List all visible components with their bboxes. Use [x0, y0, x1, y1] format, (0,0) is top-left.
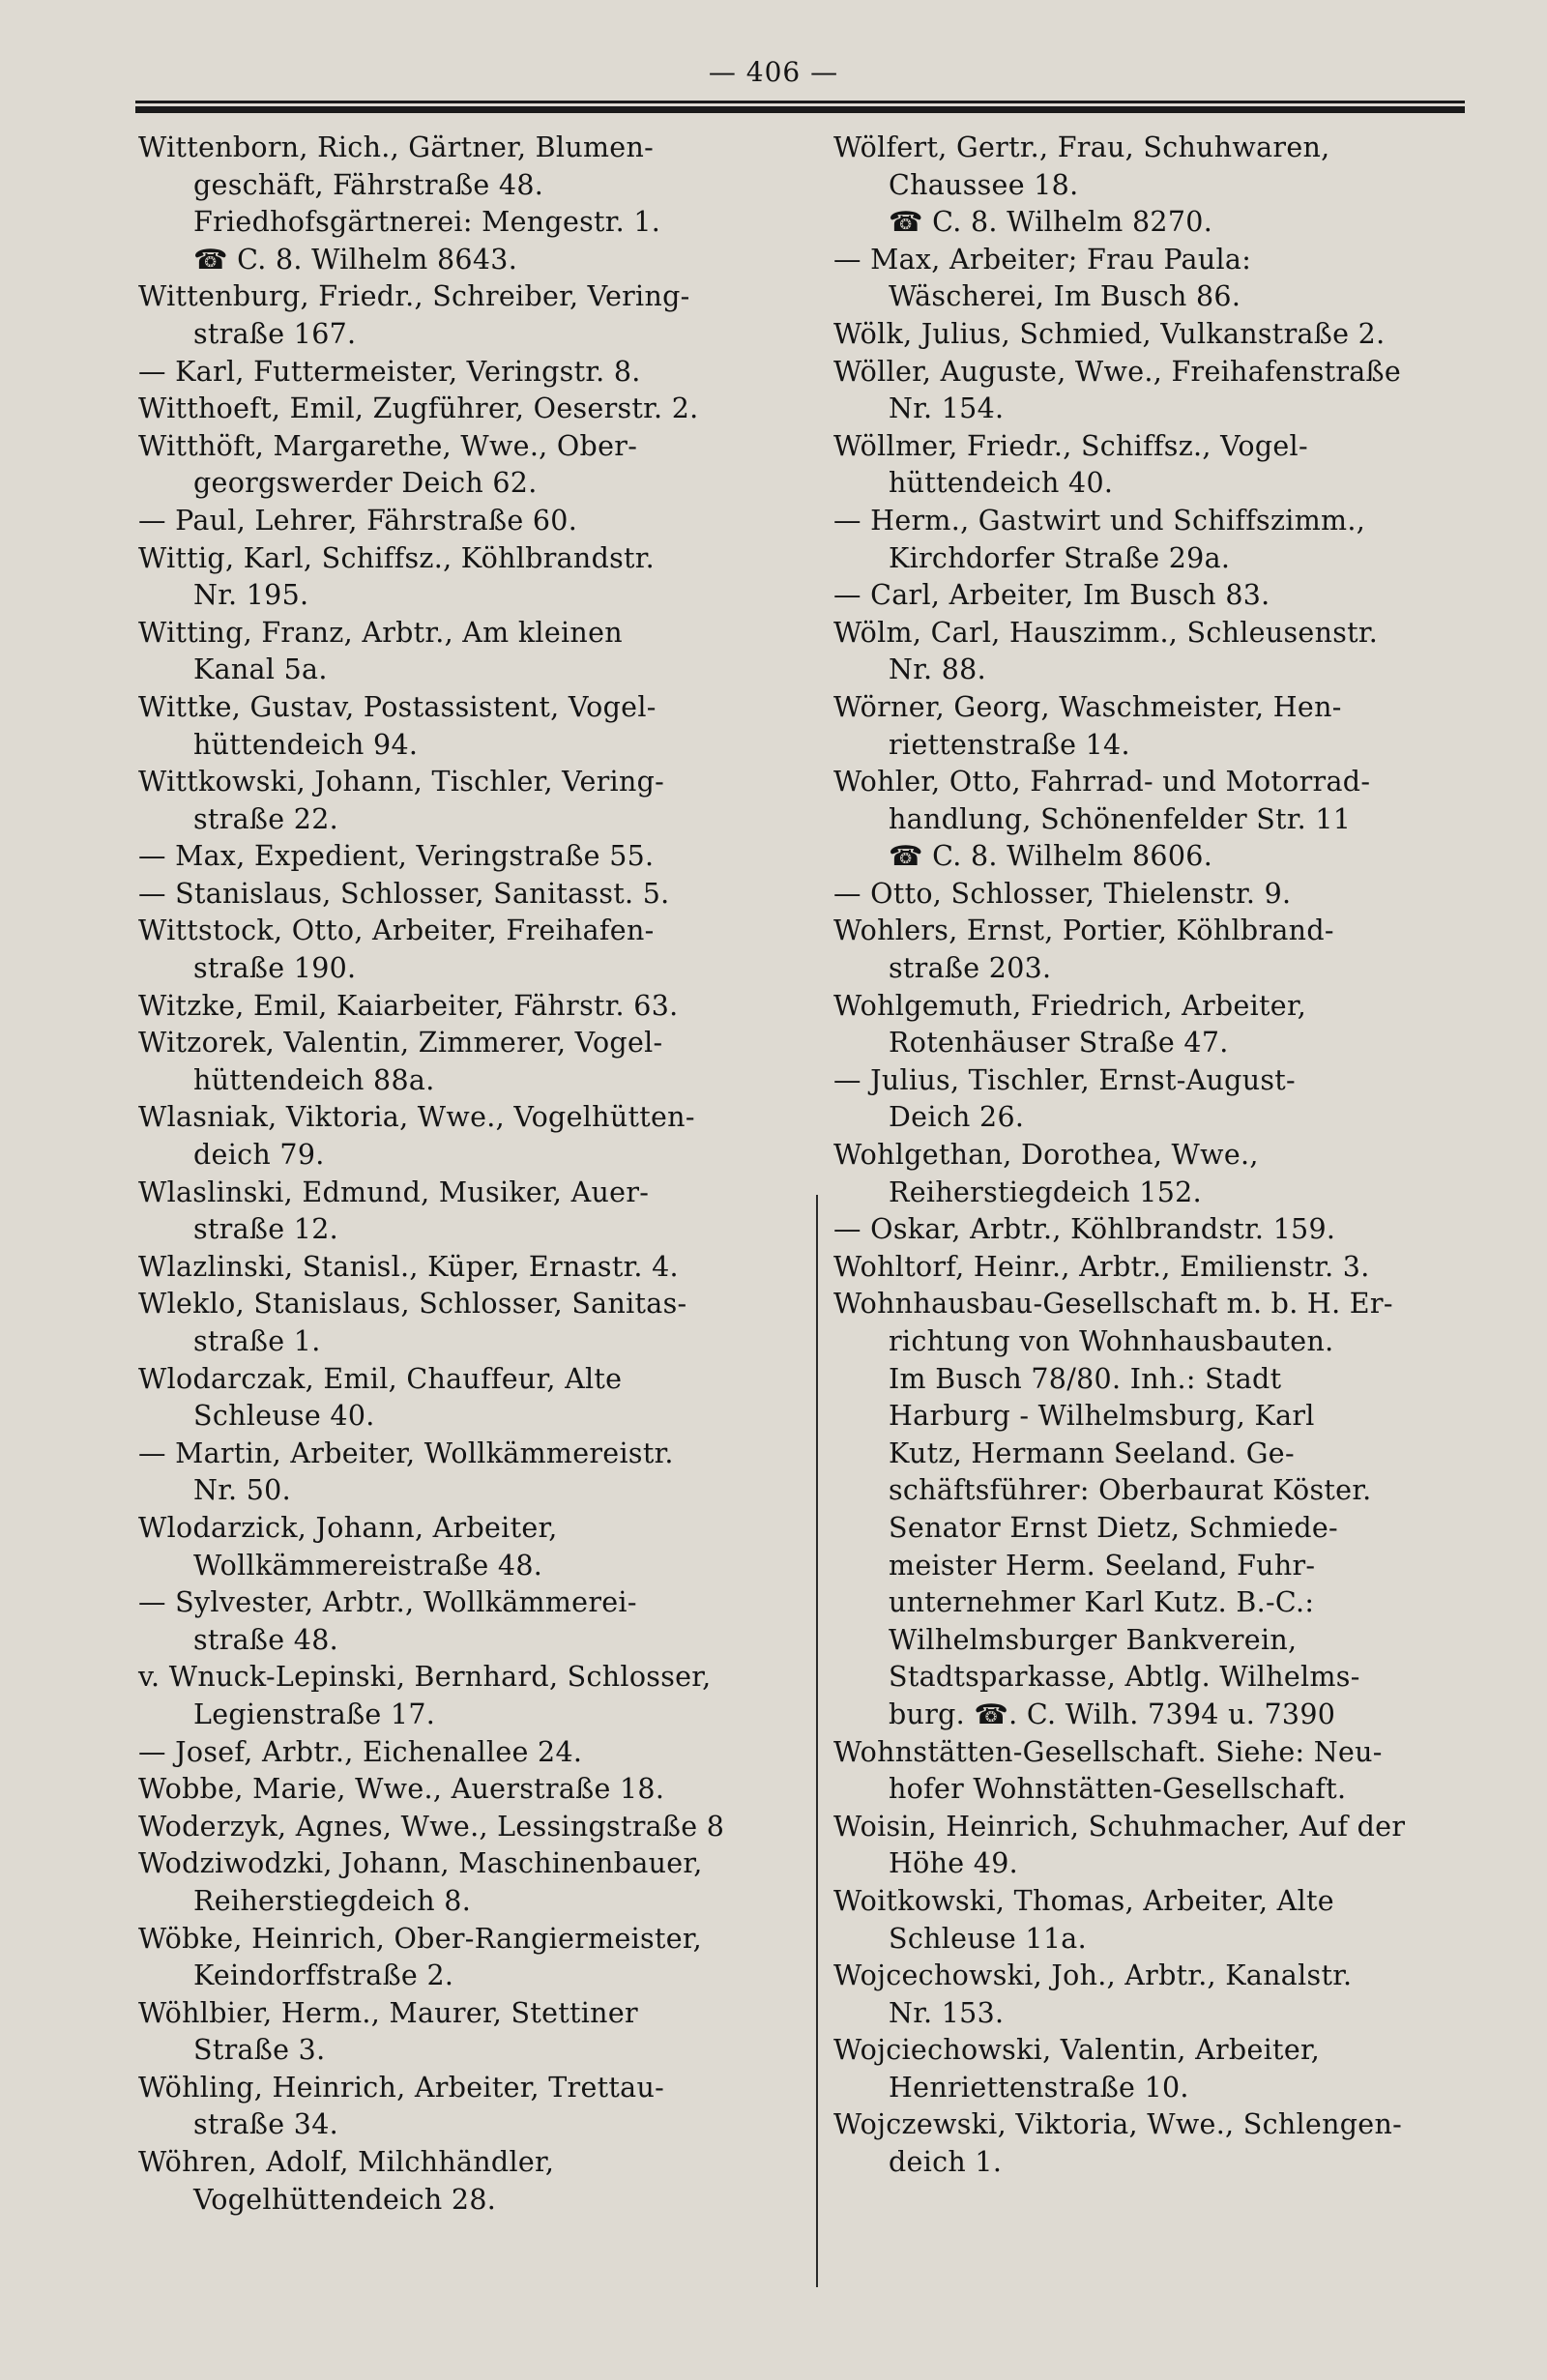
directory-entry: [138, 838, 786, 876]
header-rule: [135, 101, 1465, 113]
entry-line: Wittkowski, Johann, Tischler, Vering-: [138, 766, 665, 798]
entry-line: Stadtsparkasse, Abtlg. Wilhelms-: [889, 1661, 1360, 1694]
directory-entry: [138, 1025, 786, 1099]
entry-line: schäftsführer: Oberbaurat Köster.: [889, 1474, 1372, 1507]
entry-line: Wöhlbier, Herm., Maurer, Stettiner: [138, 1996, 638, 2029]
entry-line: Henriettenstraße 10.: [889, 2071, 1189, 2104]
entry-line: deich 79.: [193, 1139, 325, 1172]
directory-entry: [138, 615, 786, 689]
entry-line: geschäft, Fährstraße 48.: [193, 168, 544, 201]
directory-entry: [833, 503, 1481, 577]
entry-line: Witzke, Emil, Kaiarbeiter, Fährstr. 63.: [138, 989, 679, 1022]
directory-entry: [138, 988, 786, 1026]
entry-line: Rotenhäuser Straße 47.: [889, 1027, 1229, 1059]
entry-line: Harburg - Wilhelmsburg, Karl: [889, 1400, 1315, 1433]
entry-line: — Julius, Tischler, Ernst-August-: [833, 1063, 1296, 1096]
entry-line: ☎ C. 8. Wilhelm 8270.: [889, 206, 1213, 239]
directory-entry: [138, 1286, 786, 1360]
entry-line: Vogelhüttendeich 28.: [193, 2183, 497, 2216]
column-divider: [816, 1195, 818, 2287]
directory-entry: [138, 1436, 786, 1510]
directory-entry: [138, 1921, 786, 1995]
entry-line: — Stanislaus, Schlosser, Sanitasst. 5.: [138, 877, 670, 910]
directory-entry: [833, 1734, 1481, 1809]
entry-line: straße 167.: [193, 317, 357, 350]
directory-entry: [833, 876, 1481, 914]
entry-line: Reiherstiegdeich 152.: [889, 1175, 1202, 1208]
directory-entry: [833, 1809, 1481, 1883]
entry-line: Straße 3.: [193, 2034, 326, 2067]
entry-line: Senator Ernst Dietz, Schmiede-: [889, 1511, 1338, 1544]
entry-line: Wittke, Gustav, Postassistent, Vogel-: [138, 690, 657, 723]
entry-line: — Sylvester, Arbtr., Wollkämmerei-: [138, 1586, 637, 1619]
entry-line: hüttendeich 40.: [889, 467, 1114, 500]
entry-line: Wittenborn, Rich., Gärtner, Blumen-: [138, 131, 655, 163]
directory-entry: [138, 1175, 786, 1249]
directory-entry: [833, 1211, 1481, 1249]
entry-line: handlung, Schönenfelder Str. 11: [889, 802, 1352, 835]
entry-line: Schleuse 11a.: [889, 1922, 1087, 1955]
entry-line: Wöbke, Heinrich, Ober-Rangiermeister,: [138, 1922, 703, 1955]
entry-line: Wöhling, Heinrich, Arbeiter, Trettau-: [138, 2071, 665, 2104]
directory-entry: [833, 1137, 1481, 1211]
entry-line: — Martin, Arbeiter, Wollkämmereistr.: [138, 1437, 674, 1469]
entry-line: — Max, Arbeiter; Frau Paula:: [833, 243, 1252, 276]
directory-entry: [833, 988, 1481, 1062]
entry-line: Deich 26.: [889, 1101, 1025, 1134]
entry-line: straße 1.: [193, 1325, 321, 1357]
directory-entry: [833, 316, 1481, 354]
entry-line: Wollkämmereistraße 48.: [193, 1549, 543, 1582]
entry-line: Nr. 195.: [193, 579, 309, 612]
entry-line: — Oskar, Arbtr., Köhlbrandstr. 159.: [833, 1213, 1336, 1246]
entry-line: Woisin, Heinrich, Schuhmacher, Auf der: [833, 1810, 1406, 1843]
entry-line: ☎ C. 8. Wilhelm 8606.: [889, 840, 1213, 873]
directory-entry: [833, 689, 1481, 764]
entry-line: — Otto, Schlosser, Thielenstr. 9.: [833, 877, 1292, 910]
entry-line: straße 34.: [193, 2108, 338, 2141]
entry-line: Im Busch 78/80. Inh.: Stadt: [889, 1362, 1282, 1395]
entry-line: Wittstock, Otto, Arbeiter, Freihafen-: [138, 914, 655, 947]
entry-line: Wilhelmsburger Bankverein,: [889, 1623, 1298, 1656]
directory-entry: [833, 354, 1481, 428]
entry-line: Wojcechowski, Joh., Arbtr., Kanalstr.: [833, 1959, 1353, 1992]
entry-line: Witthoeft, Emil, Zugführer, Oeserstr. 2.: [138, 392, 699, 425]
directory-entry: [138, 876, 786, 914]
directory-entry: [833, 913, 1481, 987]
directory-entry: [833, 1249, 1481, 1287]
directory-entry: [138, 1809, 786, 1846]
directory-entry: [138, 354, 786, 392]
entry-line: Witting, Franz, Arbtr., Am kleinen: [138, 616, 623, 649]
entry-line: Wohler, Otto, Fahrrad- und Motorrad-: [833, 766, 1371, 798]
directory-entry: [138, 913, 786, 987]
entry-line: Schleuse 40.: [193, 1400, 375, 1433]
entry-line: Wlasniak, Viktoria, Wwe., Vogelhütten-: [138, 1101, 695, 1134]
directory-entry: [138, 1584, 786, 1659]
directory-entry: [833, 130, 1481, 242]
entry-line: hüttendeich 94.: [193, 728, 419, 761]
entry-line: — Carl, Arbeiter, Im Busch 83.: [833, 579, 1270, 612]
entry-line: — Karl, Futtermeister, Veringstr. 8.: [138, 355, 641, 388]
directory-entry: [833, 764, 1481, 876]
entry-line: Nr. 153.: [889, 1996, 1005, 2029]
directory-entry: [138, 2070, 786, 2144]
directory-entry: [138, 1510, 786, 1584]
directory-entry: [833, 1062, 1481, 1137]
entry-line: hofer Wohnstätten-Gesellschaft.: [889, 1773, 1347, 1806]
entry-line: — Herm., Gastwirt und Schiffszimm.,: [833, 504, 1366, 537]
directory-entry: [138, 503, 786, 540]
directory-entry: [138, 2144, 786, 2219]
entry-line: hüttendeich 88a.: [193, 1063, 435, 1096]
entry-line: deich 1.: [889, 2146, 1003, 2179]
directory-entry: [138, 1099, 786, 1174]
entry-line: Kutz, Hermann Seeland. Ge-: [889, 1437, 1295, 1469]
directory-entry: [833, 2032, 1481, 2106]
entry-line: straße 203.: [889, 952, 1052, 985]
entry-line: Wojczewski, Viktoria, Wwe., Schlengen-: [833, 2108, 1403, 2141]
entry-line: straße 48.: [193, 1623, 338, 1656]
directory-entry: [833, 242, 1481, 316]
entry-line: Wöller, Auguste, Wwe., Freihafenstraße: [833, 355, 1402, 388]
entry-line: Witthöft, Margarethe, Wwe., Ober-: [138, 429, 638, 462]
entry-line: Witzorek, Valentin, Zimmerer, Vogel-: [138, 1027, 663, 1059]
directory-entry: [138, 1995, 786, 2070]
entry-line: — Josef, Arbtr., Eichenallee 24.: [138, 1735, 583, 1768]
entry-line: Höhe 49.: [889, 1847, 1019, 1880]
entry-line: unternehmer Karl Kutz. B.-C.:: [889, 1586, 1315, 1619]
entry-line: Chaussee 18.: [889, 168, 1079, 201]
page-number: — 406 —: [708, 56, 839, 88]
entry-line: Wohnstätten-Gesellschaft. Siehe: Neu-: [833, 1735, 1383, 1768]
entry-line: meister Herm. Seeland, Fuhr-: [889, 1549, 1316, 1582]
entry-line: Wohnhausbau-Gesellschaft m. b. H. Er-: [833, 1288, 1393, 1321]
directory-entry: [138, 278, 786, 353]
directory-entry: [138, 1659, 786, 1733]
directory-entry: [138, 1734, 786, 1772]
entry-line: Wäscherei, Im Busch 86.: [889, 280, 1241, 313]
entry-line: burg. ☎. C. Wilh. 7394 u. 7390: [889, 1698, 1336, 1730]
entry-line: — Paul, Lehrer, Fährstraße 60.: [138, 504, 578, 537]
entry-line: Wöllmer, Friedr., Schiffsz., Vogel-: [833, 429, 1308, 462]
entry-line: Wobbe, Marie, Wwe., Auerstraße 18.: [138, 1773, 665, 1806]
entry-line: Wohlers, Ernst, Portier, Köhlbrand-: [833, 914, 1334, 947]
directory-entry: [138, 540, 786, 615]
directory-entry: [138, 1845, 786, 1920]
right-column: [833, 130, 1481, 2182]
entry-line: Wölm, Carl, Hauszimm., Schleusenstr.: [833, 616, 1379, 649]
entry-line: Reiherstiegdeich 8.: [193, 1884, 472, 1917]
directory-entry: [138, 391, 786, 428]
entry-line: Wittenburg, Friedr., Schreiber, Vering-: [138, 280, 690, 313]
entry-line: Nr. 50.: [193, 1474, 291, 1507]
directory-entry: [138, 1361, 786, 1436]
directory-entry: [138, 428, 786, 503]
entry-line: ☎ C. 8. Wilhelm 8643.: [193, 243, 518, 276]
entry-line: Wölfert, Gertr., Frau, Schuhwaren,: [833, 131, 1330, 163]
directory-entry: [138, 1771, 786, 1809]
entry-line: Wohlgemuth, Friedrich, Arbeiter,: [833, 989, 1307, 1022]
directory-entry: [138, 1249, 786, 1287]
entry-line: Wlaslinski, Edmund, Musiker, Auer-: [138, 1175, 650, 1208]
entry-line: richtung von Wohnhausbauten.: [889, 1325, 1334, 1357]
entry-line: Nr. 88.: [889, 653, 986, 686]
left-column: [138, 130, 786, 2219]
entry-line: straße 22.: [193, 802, 338, 835]
entry-line: straße 12.: [193, 1213, 338, 1246]
entry-line: georgswerder Deich 62.: [193, 467, 538, 500]
entry-line: Wörner, Georg, Waschmeister, Hen-: [833, 690, 1342, 723]
directory-entry: [833, 1883, 1481, 1958]
entry-line: — Max, Expedient, Veringstraße 55.: [138, 840, 655, 873]
entry-line: Wohltorf, Heinr., Arbtr., Emilienstr. 3.: [833, 1250, 1370, 1283]
entry-line: Wojciechowski, Valentin, Arbeiter,: [833, 2034, 1321, 2067]
entry-line: Wodziwodzki, Johann, Maschinenbauer,: [138, 1847, 703, 1880]
entry-line: Legienstraße 17.: [193, 1698, 436, 1730]
directory-entry: [138, 689, 786, 764]
directory-entry: [138, 764, 786, 838]
entry-line: Wohlgethan, Dorothea, Wwe.,: [833, 1139, 1259, 1172]
directory-entry: [833, 2106, 1481, 2181]
entry-line: Wöhren, Adolf, Milchhändler,: [138, 2146, 555, 2179]
entry-line: v. Wnuck-Lepinski, Bernhard, Schlosser,: [138, 1661, 712, 1694]
entry-line: Woderzyk, Agnes, Wwe., Lessingstraße 8: [138, 1810, 725, 1843]
directory-entry: [138, 130, 786, 278]
entry-line: Wölk, Julius, Schmied, Vulkanstraße 2.: [833, 317, 1386, 350]
entry-line: Wlodarzick, Johann, Arbeiter,: [138, 1511, 558, 1544]
directory-entry: [833, 428, 1481, 503]
entry-line: Nr. 154.: [889, 392, 1005, 425]
entry-line: Friedhofsgärtnerei: Mengestr. 1.: [193, 206, 661, 239]
entry-line: Keindorffstraße 2.: [193, 1959, 454, 1992]
entry-line: Kanal 5a.: [193, 653, 328, 686]
entry-line: Wittig, Karl, Schiffsz., Köhlbrandstr.: [138, 541, 655, 574]
directory-entry: [833, 615, 1481, 689]
entry-line: Wleklo, Stanislaus, Schlosser, Sanitas-: [138, 1288, 687, 1321]
entry-line: straße 190.: [193, 952, 357, 985]
entry-line: Wlazlinski, Stanisl., Küper, Ernastr. 4.: [138, 1250, 679, 1283]
directory-entry: [833, 1958, 1481, 2032]
entry-line: riettenstraße 14.: [889, 728, 1130, 761]
directory-entry: [833, 1286, 1481, 1733]
entry-line: Kirchdorfer Straße 29a.: [889, 541, 1231, 574]
directory-entry: [833, 577, 1481, 615]
entry-line: Wlodarczak, Emil, Chauffeur, Alte: [138, 1362, 623, 1395]
entry-line: Woitkowski, Thomas, Arbeiter, Alte: [833, 1884, 1334, 1917]
